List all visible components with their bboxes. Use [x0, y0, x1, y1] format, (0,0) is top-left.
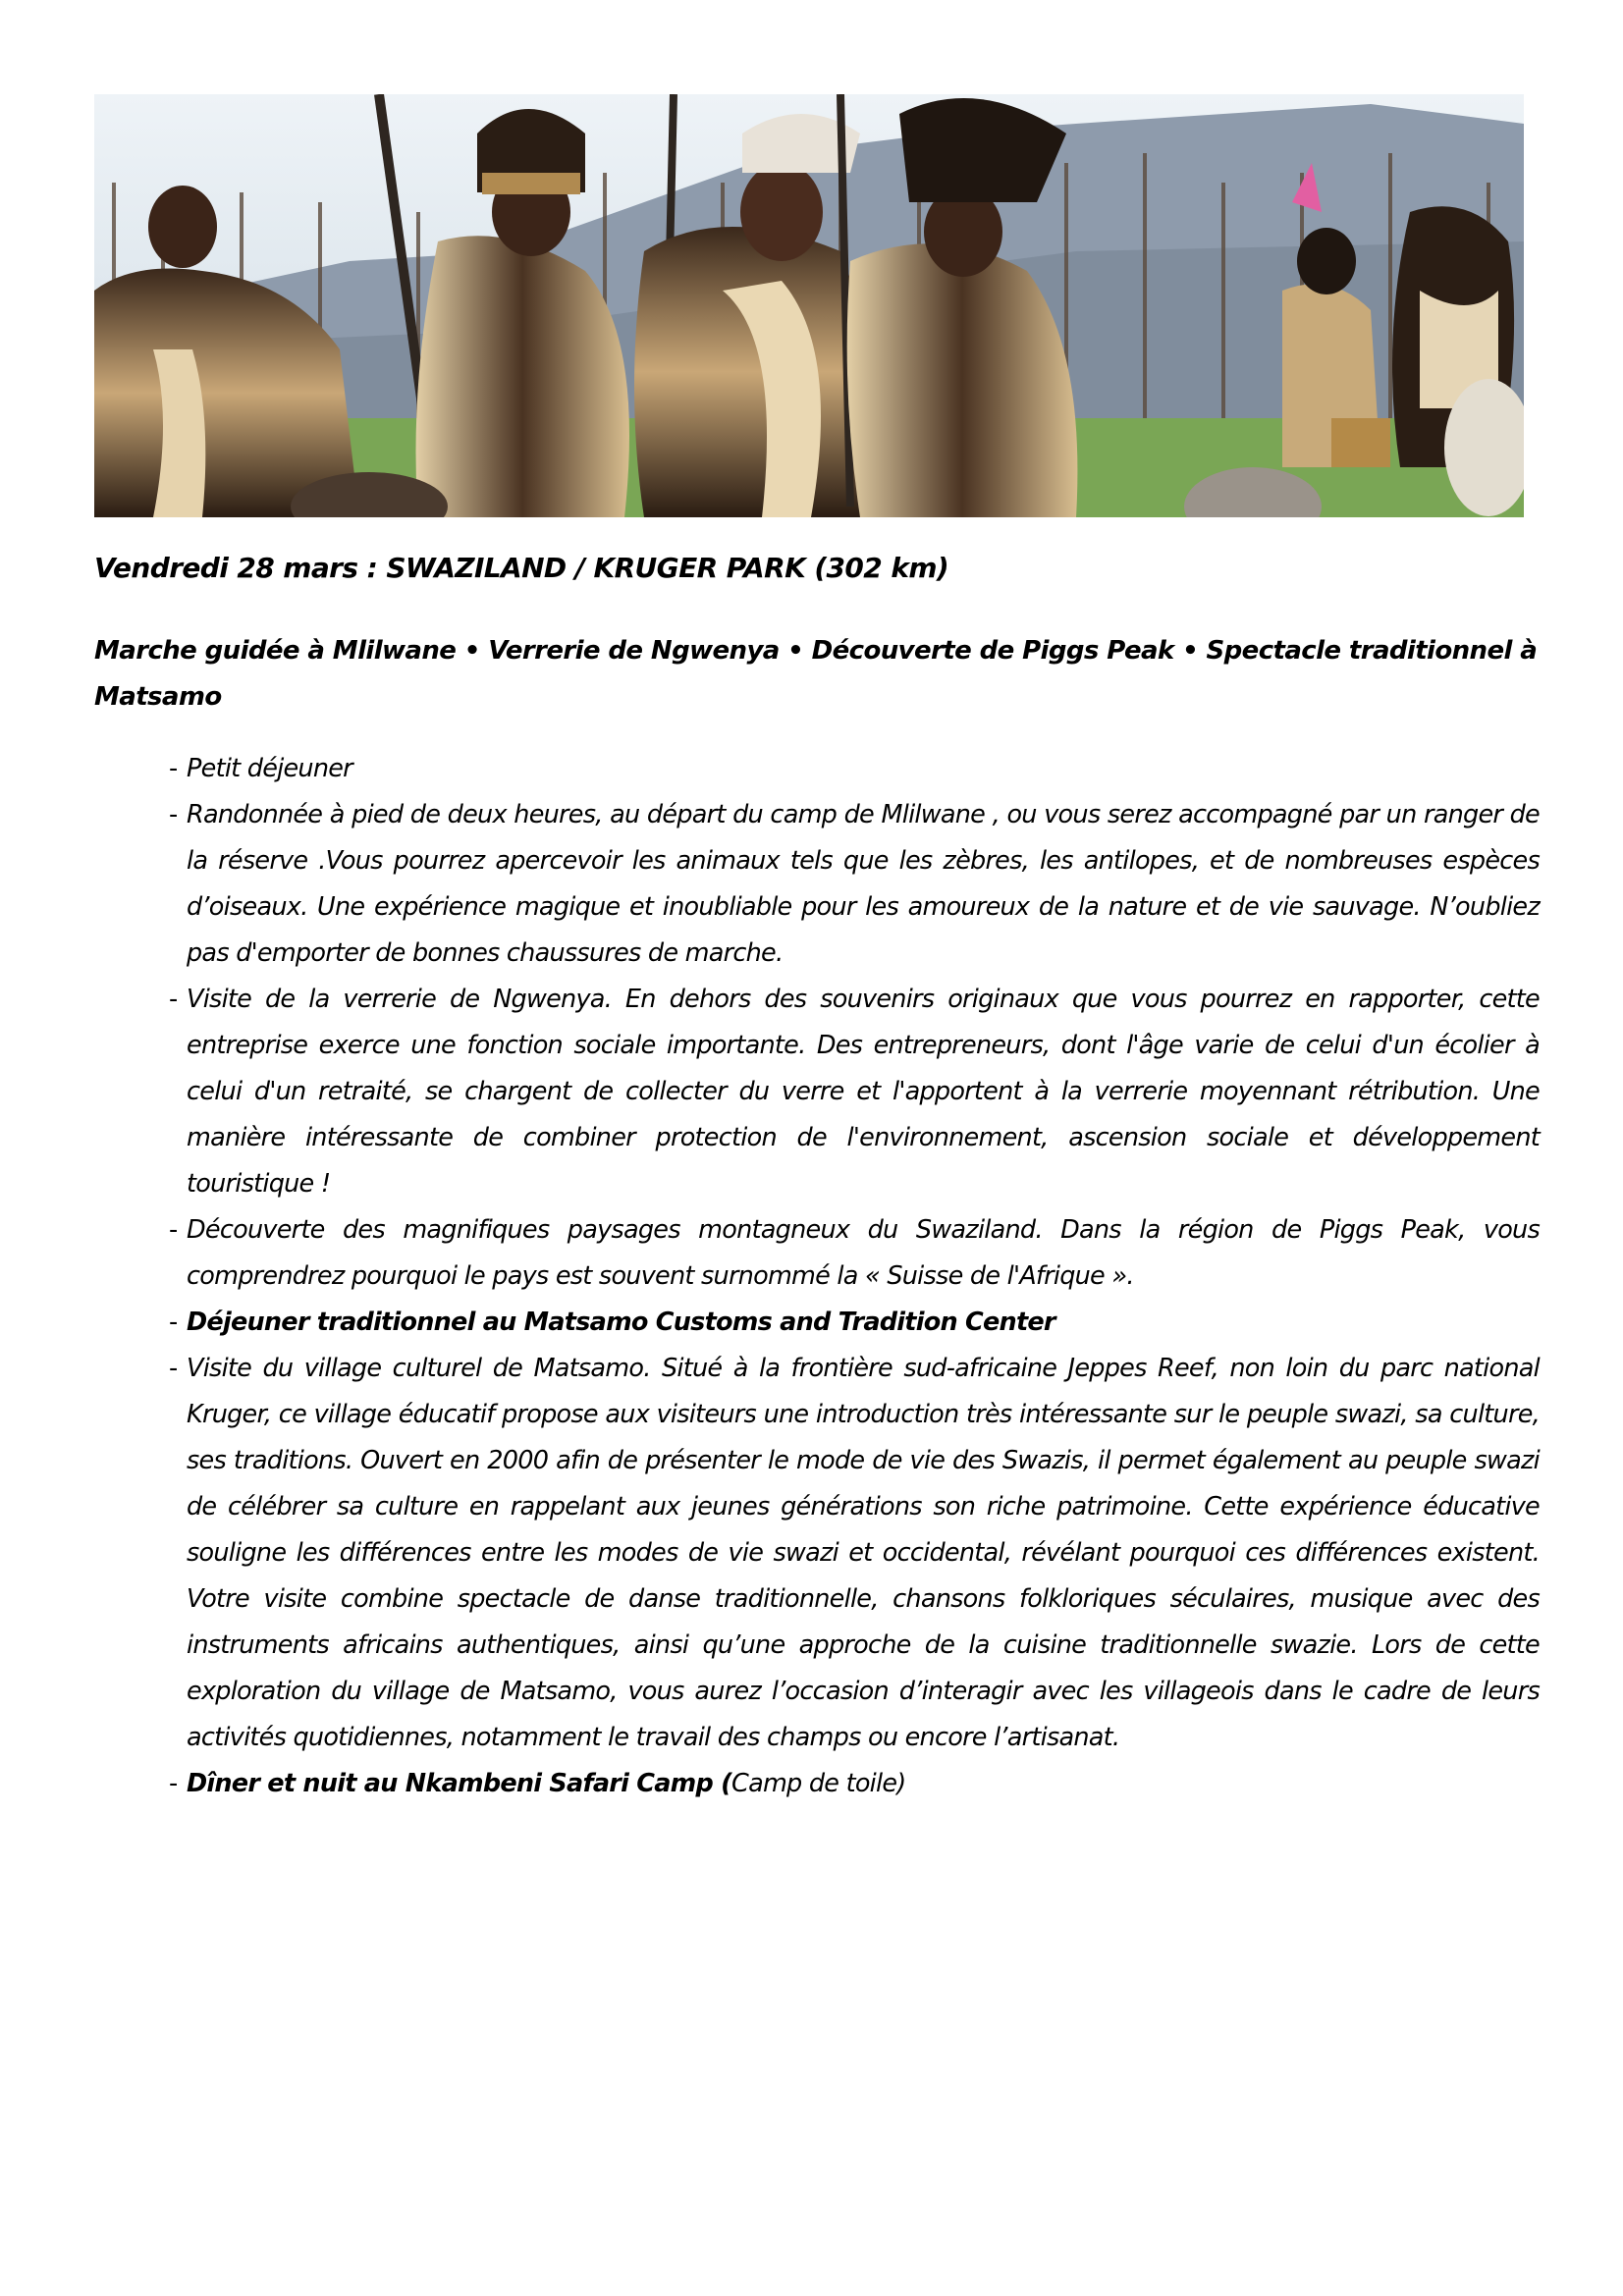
list-item: - Petit déjeuner: [169, 746, 1540, 792]
list-item-bold: - Déjeuner traditionnel au Matsamo Customs and Tradition Center: [169, 1300, 1540, 1346]
itinerary-list: [169, 746, 1540, 1807]
page-title: Vendredi 28 mars : SWAZILAND / KRUGER PARK (302 km): [94, 552, 949, 584]
list-item-dinner: - Dîner et nuit au Nkambeni Safari Camp (Camp de toile): [169, 1761, 1540, 1807]
dash-bullet: -: [169, 1354, 178, 1383]
dash-bullet: -: [169, 1769, 178, 1798]
list-item: - Visite de la verrerie de Ngwenya. En dehors des souvenirs originaux que vous pourrez en rapporter, cette entreprise exerce une fonction sociale importante. Des entrepreneurs, dont l'âge varie de celui d'un écolier à celui d'un retraité, se chargent de collecter du verre et l'apportent à la verrerie moyennant rétribution. Une manière intéressante de combiner protection de l'environnement, ascension sociale et développement touristique !: [169, 977, 1540, 1207]
dash-bullet: -: [169, 1308, 178, 1337]
swazi-warriors-photo: [94, 94, 1524, 517]
dash-bullet: -: [169, 1215, 178, 1245]
day-summary: Marche guidée à Mlilwane • Verrerie de Ngwenya • Découverte de Piggs Peak • Spectacle traditionnel à Matsamo: [94, 636, 1538, 712]
dash-bullet: -: [169, 754, 178, 783]
dash-bullet: -: [169, 985, 178, 1014]
list-item: - Randonnée à pied de deux heures, au départ du camp de Mlilwane , ou vous serez accompagné par un ranger de la réserve .Vous pourrez apercevoir les animaux tels que les zèbres, les antilopes, et de nombreuses espèces d’oiseaux. Une expérience magique et inoubliable pour les amoureux de la nature et de vie sauvage. N’oubliez pas d'emporter de bonnes chaussures de marche.: [169, 792, 1540, 977]
header-photo: [94, 94, 1524, 517]
list-item: - Découverte des magnifiques paysages montagneux du Swaziland. Dans la région de Piggs Peak, vous comprendrez pourquoi le pays est souvent surnommé la « Suisse de l'Afrique ».: [169, 1207, 1540, 1300]
dash-bullet: -: [169, 800, 178, 829]
list-item: - Visite du village culturel de Matsamo. Situé à la frontière sud-africaine Jeppes Reef, non loin du parc national Kruger, ce village éducatif propose aux visiteurs une introduction très intéressante sur le peuple swazi, sa culture, ses traditions. Ouvert en 2000 afin de présenter le mode de vie des Swazis, il permet également au peuple swazi de célébrer sa culture en rappelant aux jeunes générations son riche patrimoine. Cette expérience éducative souligne les différences entre les modes de vie swazi et occidental, révélant pourquoi ces différences existent. Votre visite combine spectacle de danse traditionnelle, chansons folkloriques séculaires, musique avec des instruments africains authentiques, ainsi qu’une approche de la cuisine traditionnelle swazie. Lors de cette exploration du village de Matsamo, vous aurez l’occasion d’interagir avec les villageois dans le cadre de leurs activités quotidiennes, notamment le travail des champs ou encore l’artisanat.: [169, 1346, 1540, 1761]
